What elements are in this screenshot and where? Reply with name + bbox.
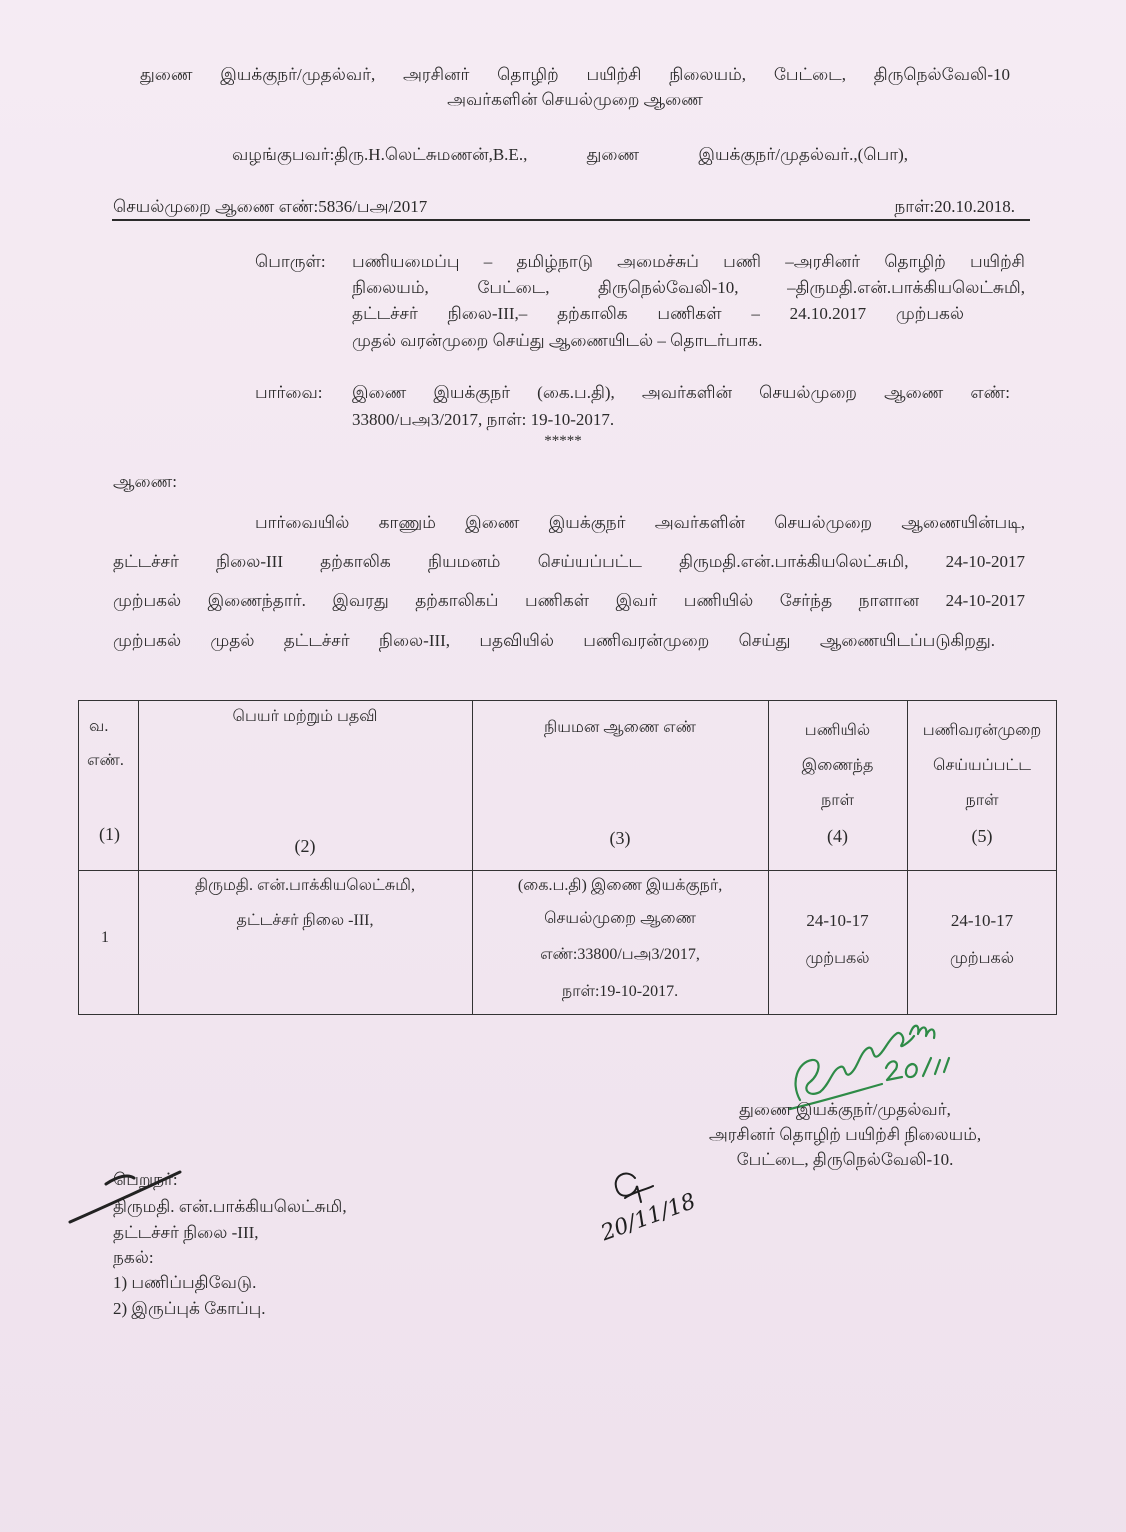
subject-line: தட்டச்சர் நிலை-III,– தற்காலிக பணிகள் – 24.10.2017 முற்பகல் (352, 304, 964, 323)
table-header-text: நாள் (820, 792, 855, 809)
column-appointment-order (472, 701, 768, 1014)
signature-green (780, 1012, 960, 1112)
table-header-number: (1) (99, 824, 120, 844)
table-cell-text: முற்பகல் (949, 950, 1015, 967)
regularisation-table (78, 700, 1057, 1015)
signatory-office: அரசினர் தொழிற் பயிற்சி நிலையம், (708, 1125, 982, 1144)
table-header-text: நாள் (965, 792, 999, 809)
table-header-text: இணைந்த (801, 757, 874, 774)
column-regularised-date (907, 701, 1057, 1014)
table-header-number: (3) (609, 828, 631, 848)
table-header-number: (2) (294, 836, 316, 856)
separator-stars: ***** (544, 433, 582, 449)
table-cell-serial: 1 (101, 929, 109, 946)
table-header-number: (4) (827, 826, 848, 846)
recipient-line: தட்டச்சர் நிலை -III, (113, 1223, 259, 1242)
order-paragraph-line: பார்வையில் காணும் இணை இயக்குநர் அவர்களின் செயல்முறை ஆணையின்படி, (255, 513, 1025, 532)
table-header-number: (5) (971, 826, 993, 846)
handwritten-date: 20/11/18 (597, 1188, 700, 1247)
order-paragraph-line: முற்பகல் முதல் தட்டச்சர் நிலை-III, பதவியில் பணிவரன்முறை செய்து ஆணையிடப்படுகிறது. (113, 631, 995, 650)
table-cell-text: திருமதி. என்.பாக்கியலெட்சுமி, (195, 877, 415, 894)
order-paragraph-line: தட்டச்சர் நிலை-III தற்காலிக நியமனம் செய்யப்பட்ட திருமதி.என்.பாக்கியலெட்சுமி, 24-10-2017 (113, 552, 1025, 571)
signatory-designation: துணை இயக்குநர்/முதல்வர், (739, 1100, 951, 1119)
order-paragraph-line: முற்பகல் இணைந்தார். இவரது தற்காலிகப் பணிகள் இவர் பணியில் சேர்ந்த நாளான 24-10-2017 (113, 591, 1025, 610)
copy-item: 2) இருப்புக் கோப்பு. (113, 1299, 266, 1318)
table-header-text: பணியில் (804, 722, 871, 739)
header-office-line: துணை இயக்குநர்/முதல்வர், அரசினர் தொழிற் பயிற்சி நிலையம், பேட்டை, திருநெல்வேலி-10 (140, 65, 1010, 84)
table-cell-text: 24-10-17 (950, 911, 1014, 930)
column-joined-date (768, 701, 907, 1014)
recipient-label: பெறுநர்: (113, 1170, 178, 1189)
table-cell-text: தட்டச்சர் நிலை -III, (236, 912, 374, 929)
recipient-line: திருமதி. என்.பாக்கியலெட்சுமி, (113, 1197, 347, 1216)
reference-line: இணை இயக்குநர் (கை.ப.தி), அவர்களின் செயல்முறை ஆணை எண்: (352, 383, 1010, 402)
table-cell-text: எண்:33800/பஅ3/2017, (540, 946, 700, 963)
order-number: செயல்முறை ஆணை எண்:5836/பஅ/2017 (113, 197, 428, 216)
order-label: ஆணை: (113, 472, 177, 491)
column-name-designation (138, 701, 472, 1014)
table-cell-text: நாள்:19-10-2017. (561, 983, 679, 1000)
issued-by-line: வழங்குபவர்:திரு.H.லெட்சுமணன்,B.E., துணை இயக்குநர்/முதல்வர்.,(பொ), (232, 145, 908, 164)
subject-line: நிலையம், பேட்டை, திருநெல்வேலி-10, –திருமதி.என்.பாக்கியலெட்சுமி, (352, 278, 1025, 297)
table-header-text: செய்யப்பட்ட (932, 757, 1032, 774)
table-cell-text: (கை.ப.தி) இணை இயக்குநர், (517, 877, 723, 894)
table-cell-text: முற்பகல் (805, 950, 870, 967)
order-date: நாள்:20.10.2018. (894, 197, 1015, 216)
signatory-address: பேட்டை, திருநெல்வேலி-10. (736, 1150, 954, 1169)
reference-line: 33800/பஅ3/2017, நாள்: 19-10-2017. (352, 410, 615, 429)
reference-label: பார்வை: (255, 383, 323, 402)
copy-label: நகல்: (113, 1248, 154, 1267)
pen-tick-mark (62, 1162, 192, 1232)
subject-line: பணியமைப்பு – தமிழ்நாடு அமைச்சுப் பணி –அரசினர் தொழிற் பயிற்சி (352, 252, 1025, 271)
table-header-text: வ. (89, 718, 109, 735)
table-header-text: பெயர் மற்றும் பதவி (232, 708, 378, 725)
table-cell-text: 24-10-17 (806, 911, 869, 930)
table-header-text: எண். (87, 752, 124, 769)
table-header-text: பணிவரன்முறை (922, 722, 1042, 739)
subject-line: முதல் வரன்முறை செய்து ஆணையிடல் – தொடர்பாக. (352, 331, 763, 350)
table-cell-text: செயல்முறை ஆணை (544, 910, 696, 927)
column-serial (79, 701, 138, 1014)
copy-item: 1) பணிப்பதிவேடு. (113, 1273, 257, 1292)
subject-label: பொருள்: (255, 252, 326, 271)
header-underline (112, 219, 1030, 221)
header-proceedings-title: அவர்களின் செயல்முறை ஆணை (447, 90, 703, 109)
table-header-text: நியமன ஆணை எண் (544, 719, 696, 736)
